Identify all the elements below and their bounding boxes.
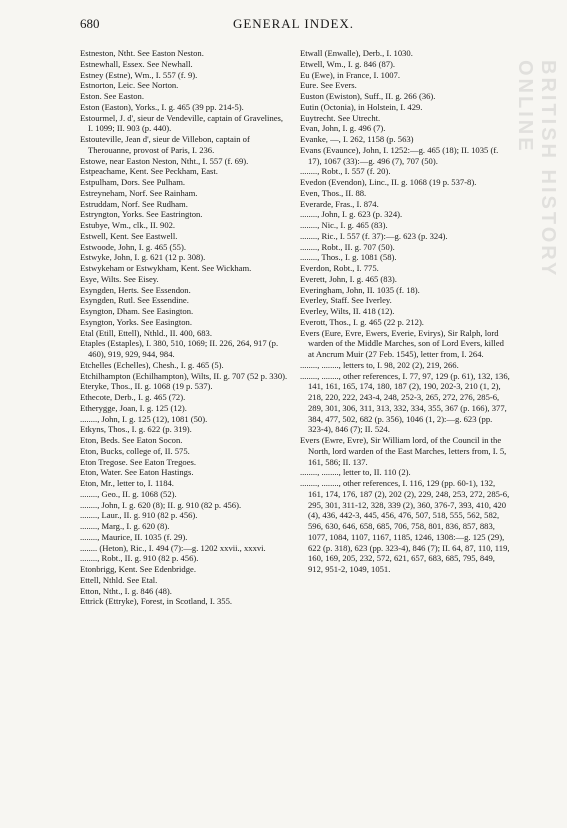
page-number: 680: [80, 16, 100, 31]
index-entry: Eton, Beds. See Eaton Socon.: [80, 435, 183, 445]
index-entry: Etchelles (Echelles), Chesh., I. g. 465 (5).: [80, 359, 224, 370]
index-entry: Eutin (Octonia), in Holstein, I. 429.: [300, 101, 423, 112]
index-entry: Ettell, Nthld. See Etal.: [80, 574, 158, 585]
index-entry: Evers (Eure, Evre, Ewers, Everie, Evirys), Sir Ralph, lord warden of the Middle Marches, son of Lord Evers, killed at Ancrum Muir (27 Feb. 1545), letter from, I. 264.: [300, 327, 504, 359]
index-entry: Euston (Ewiston), Suff., II. g. 266 (36).: [300, 91, 436, 101]
index-entry: Eston (Easton), Yorks., I. g. 465 (39 pp. 214-5).: [80, 101, 244, 112]
running-title: GENERAL INDEX.: [232, 16, 355, 31]
index-entry: ........, Geo., II. g. 1068 (52).: [80, 488, 177, 499]
index-entry: ........, Ric., I. 557 (f. 37):—g. 623 (p. 324).: [300, 230, 448, 241]
index-entry: Estowe, near Easton Neston, Ntht., I. 557 (f. 69).: [80, 155, 249, 166]
index-entry: Estwoode, John, I. g. 465 (55).: [80, 241, 186, 252]
index-entry: Everdon, Robt., I. 775.: [300, 263, 379, 273]
index-entry: Eure. See Evers.: [300, 80, 357, 91]
index-entry: Estnewhall, Essex. See Newhall.: [80, 58, 193, 69]
page-header: [80, 16, 507, 38]
index-entry: ........, Marg., I. g. 620 (8).: [80, 521, 170, 531]
index-entry: Etal (Etill, Ettell), Nthld., II. 400, 683.: [80, 327, 212, 338]
index-entry: Estreyneham, Norf. See Rainham.: [80, 187, 198, 198]
index-entry: Esyngton, Yorks. See Easington.: [80, 316, 192, 327]
index-entry: Etonbrigg, Kent. See Edenbridge.: [80, 564, 196, 574]
index-entry: ........, Laur., II. g. 910 (82 p. 456).: [80, 510, 198, 521]
index-entry: Estouteville, Jean d', sieur de Villebon, captain of Therouanne, provost of Paris, I. 236.: [80, 134, 250, 155]
index-entry: Etherygge, Joan, I. g. 125 (12).: [80, 402, 187, 413]
index-entry: Etkyns, Thos., I. g. 622 (p. 319).: [80, 424, 192, 435]
index-entry: Evan, John, I. g. 496 (7).: [300, 123, 386, 134]
index-entry: Etton, Ntht., I. g. 846 (48).: [80, 585, 172, 596]
index-entry: Ettrick (Ettryke), Forest, in Scotland, I. 355.: [80, 596, 233, 607]
index-entry: Etwall (Enwalle), Derb., I. 1030.: [300, 48, 413, 58]
index-column-right: [300, 48, 510, 575]
index-entry: ........ (Heton), Ric., I. 494 (7):—g. 1202 xxvii., xxxvi.: [80, 542, 266, 553]
index-entry: Estpeachame, Kent. See Peckham, East.: [80, 166, 218, 177]
index-entry: Estwyke, John, I. g. 621 (12 p. 308).: [80, 252, 206, 263]
index-entry: Even, Thos., II. 88.: [300, 187, 367, 198]
index-entry: Estneston, Ntht. See Easton Neston.: [80, 48, 204, 58]
index-entry: ........, John, I. g. 125 (12), 1081 (50).: [80, 413, 208, 424]
index-entry: Ethecote, Derb., I. g. 465 (72).: [80, 392, 186, 402]
index-entry: Evans (Evaunce), John, I. 1252:—g. 465 (18); II. 1035 (f. 17), 1067 (33):—g. 496 (7), 707 (50).: [300, 144, 499, 166]
index-entry: ........, Thos., I. g. 1081 (58).: [300, 252, 397, 263]
index-entry: ........, ........, other references, I. 116, 129 (pp. 60-1), 132, 161, 174, 176, 187 (2), 202 (2), 229, 248, 253, 272, 285-6, 295, 301, 311-12, 328, 339 (2), 360, 376-7, 393, 410, 420 (4), 436, 442-3, 445, 456, 476, 507, 518, 555, 562, 582, 596, 630, 646, 658, 685, 706, 758, 801, 836, 857, 883, 1077, 1084, 1107, 1167, 1185, 1246, 1308:—g. 125 (29), 622 (p. 318), 623 (pp. 323-4), 846 (7); II. 64, 87, 110, 119, 160, 169, 205, 232, 572, 621, 657, 683, 685, 795, 849, 912, 951-2, 1049, 1051.: [300, 478, 510, 574]
index-entry: Etchilhampton (Echilhampton), Wilts, II. g. 707 (52 p. 330).: [80, 370, 288, 381]
index-entry: Eu (Ewe), in France, I. 1007.: [300, 69, 400, 80]
index-entry: Everarde, Fras., I. 874.: [300, 198, 379, 209]
index-entry: ........, Robt., II. g. 707 (50).: [300, 241, 395, 252]
index-entry: ........, Robt., I. 557 (f. 20).: [300, 166, 391, 177]
index-entry: Evanke, —, I. 262, 1158 (p. 563): [300, 134, 414, 144]
index-entry: Everley, Wilts, II. 418 (12).: [300, 306, 395, 316]
index-entry: ........, ........, letter to, II. 110 (2).: [300, 467, 411, 478]
watermark: BRITISH HISTORY ONLINE: [514, 60, 559, 278]
index-entry: Everley, Staff. See Iverley.: [300, 295, 392, 306]
index-entry: Everett, John, I. g. 465 (83).: [300, 273, 397, 284]
index-entry: Everott, Thos., I. g. 465 (22 p. 212).: [300, 316, 424, 327]
index-entry: ........, Maurice, II. 1035 (f. 29).: [80, 531, 188, 542]
index-entry: Eton, Bucks, college of, II. 575.: [80, 445, 190, 456]
index-entry: Estubye, Wm., clk., II. 902.: [80, 220, 176, 230]
index-entry: Everingham, John, II. 1035 (f. 18).: [300, 284, 420, 295]
index-entry: Etwell, Wm., I. g. 846 (87).: [300, 58, 396, 69]
index-entry: Estryngton, Yorks. See Eastrington.: [80, 209, 203, 220]
index-entry: Estnorton, Leic. See Norton.: [80, 80, 179, 91]
index-entry: Eteryke, Thos., II. g. 1068 (19 p. 537).: [80, 381, 213, 392]
index-entry: Eton, Mr., letter to, I. 1184.: [80, 478, 174, 488]
index-entry: Esyngden, Herts. See Essendon.: [80, 284, 191, 295]
index-entry: ........, Nic., I. g. 465 (83).: [300, 220, 388, 230]
index-entry: ........, John, I. g. 620 (8); II. g. 910 (82 p. 456).: [80, 499, 242, 510]
index-entry: Eston. See Easton.: [80, 91, 144, 101]
index-entry: Etaples (Estaples), I. 380, 510, 1069; II. 226, 264, 917 (p. 460), 919, 929, 944, 984.: [80, 338, 279, 359]
index-entry: Estruddam, Norf. See Rudham.: [80, 198, 188, 209]
index-entry: Estourmel, J. d', sieur de Vendeville, captain of Gravelines, I. 1099; II. 903 (p. 440).: [80, 112, 284, 134]
index-entry: ........, ........, other references, I. 77, 97, 129 (p. 61), 132, 136, 141, 161, 165, 174, 180, 187 (2), 190, 202-3, 210 (1, 2), 218, 220, 222, 243-4, 248, 252-3, 265, 272, 276, 285-6, 289, 301, 306, 311, 313, 332, 334, 355, 367 (p. 166), 377, 384, 477, 502, 682 (p. 356), 1046 (1, 2):—g. 623 (pp. 323-4), 846 (7); II. 524.: [300, 370, 510, 435]
index-entry: Esyngden, Rutl. See Essendine.: [80, 295, 189, 306]
index-column-left: [80, 48, 290, 607]
index-entry: Esye, Wilts. See Eisey.: [80, 273, 159, 284]
index-entry: Evers (Ewre, Evre), Sir William lord, of the Council in the North, lord warden of the East Marches, letters from, I. 5, 161, 586; II. 137.: [300, 435, 507, 467]
index-entry: ........, Robt., II. g. 910 (82 p. 456).: [80, 553, 199, 564]
index-entry: ........, ........, letters to, I. 98, 202 (2), 219, 266.: [300, 359, 459, 370]
index-entry: Evedon (Evendon), Linc., II. g. 1068 (19 p. 537-8).: [300, 177, 477, 187]
index-entry: Estpulham, Dors. See Pulham.: [80, 177, 186, 187]
index-entry: Estney (Estne), Wm., I. 557 (f. 9).: [80, 69, 198, 80]
index-entry: Esyngton, Dham. See Easington.: [80, 306, 194, 316]
index-entry: Euytrecht. See Utrecht.: [300, 112, 381, 123]
index-entry: ........, John, I. g. 623 (p. 324).: [300, 209, 403, 220]
index-entry: Estwell, Kent. See Eastwell.: [80, 230, 178, 241]
index-entry: Estwykeham or Estwykham, Kent. See Wickham.: [80, 263, 252, 273]
index-entry: Eton Tregose. See Eaton Tregoes.: [80, 456, 197, 467]
index-entry: Eton, Water. See Eaton Hastings.: [80, 467, 194, 478]
